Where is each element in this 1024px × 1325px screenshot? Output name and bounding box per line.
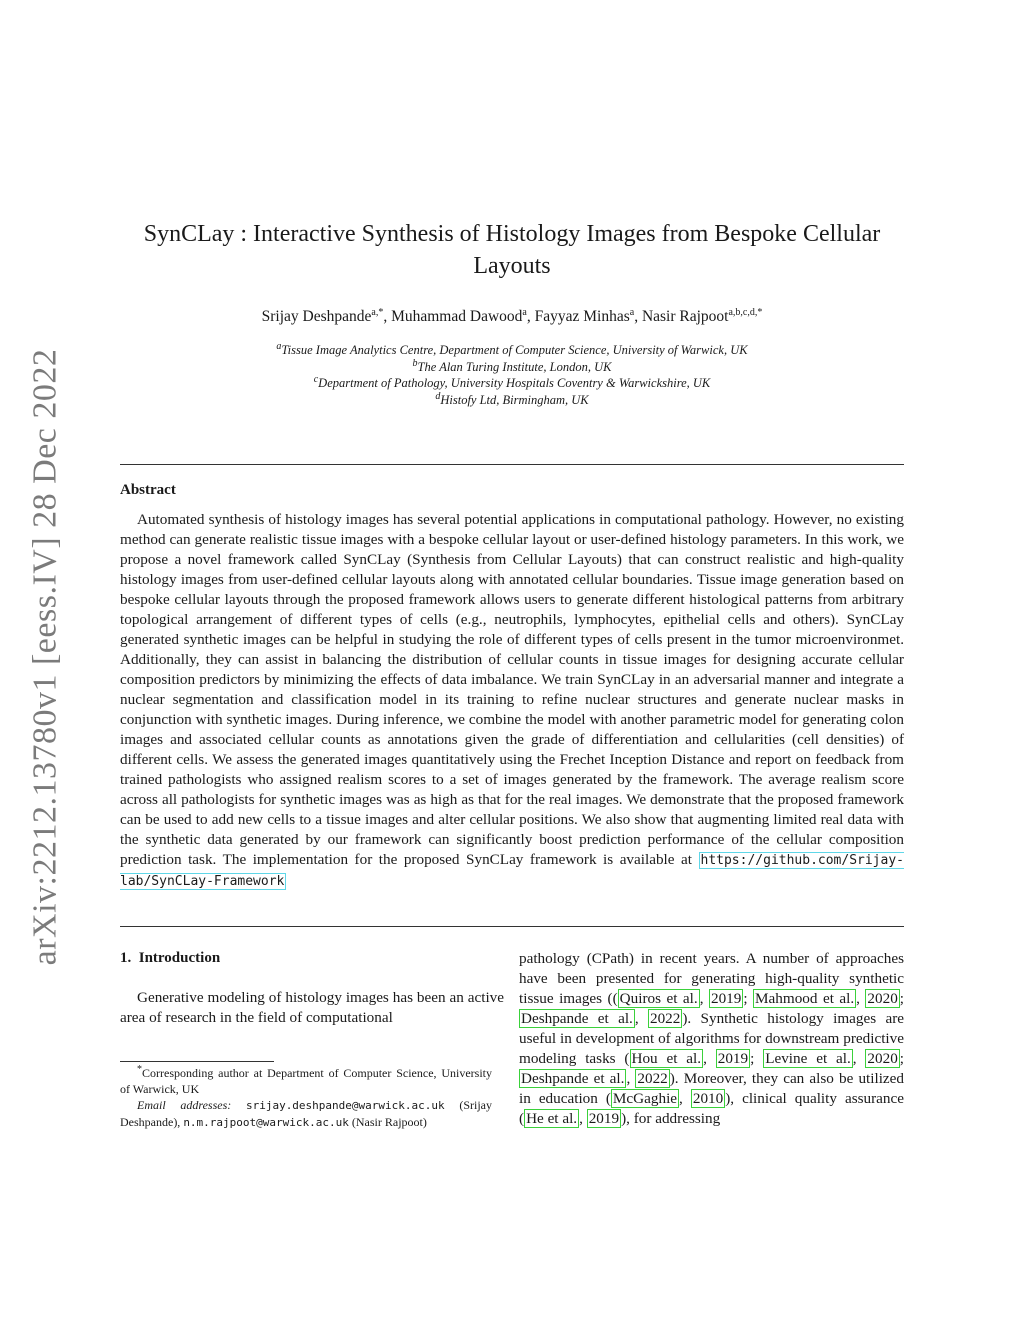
citation-year-link[interactable]: 2020 bbox=[867, 1050, 898, 1067]
footnote-emails: Email addresses: srijay.deshpande@warwick.ac.uk (Srijay Deshpande), n.m.rajpoot@warwick.ac.uk (Nasir Rajpoot) bbox=[120, 1098, 493, 1129]
footnote-corresponding: *Corresponding author at Department of Computer Science, University of Warwick, UK bbox=[120, 1064, 492, 1096]
abstract-heading: Abstract bbox=[120, 482, 176, 498]
citation-link[interactable]: Quiros et al. bbox=[619, 990, 698, 1007]
citation-year-link[interactable]: 2019 bbox=[717, 1050, 749, 1067]
citation-link[interactable]: Levine et al. bbox=[765, 1050, 851, 1067]
footnote-rule bbox=[120, 1061, 274, 1062]
email-address[interactable]: srijay.deshpande@warwick.ac.uk bbox=[245, 1099, 445, 1112]
author-affil-mark: a bbox=[522, 306, 527, 318]
affiliation: $^d$Histofy Ltd, Birmingham, UK bbox=[435, 390, 589, 407]
section-title: Introduction bbox=[138, 950, 221, 966]
section-heading bbox=[120, 950, 504, 967]
intro-paragraph-right: pathology (CPath) in recent years. A number of approaches have been presented for generating high-quality synthetic tissue images (( Quiros et al. , 2019 ; Mahmood et al. , 2020 ; Deshpande et al. , 2022 ). Synthetic histology images are useful in development of algorithms for downstream predictive modeling tasks ( Hou et al. , 2019 ; Levine et al. , 2020 ; Deshpande et al. , 2022 ). Moreover, they can also be utilized in education ( McGaghie , 2010 ), clinical quality assurance ( He et al. , 2019 ), for addressing bbox=[519, 950, 905, 1127]
citation-link[interactable]: Deshpande et al. bbox=[521, 1070, 625, 1087]
author-name: Fayyaz Minhas bbox=[534, 308, 630, 325]
author-name: Muhammad Dawood bbox=[391, 308, 523, 325]
citation-year-link[interactable]: 2020 bbox=[867, 990, 898, 1007]
footnote bbox=[120, 1065, 492, 1131]
author-affil-mark: a bbox=[629, 306, 635, 318]
citation-link[interactable]: Deshpande et al. bbox=[521, 1010, 633, 1027]
affiliation: $^b$The Alan Turing Institute, London, UK bbox=[412, 357, 612, 374]
abstract-body: Automated synthesis of histology images has several potential applications in computational pathology. However, no existing method can generate realistic tissue images with a bespoke cellular layout or user-defined histology parameters. In this work, we propose a novel framework called SynCLay (Synthesis from Cellular Layouts) that can construct realistic and high-quality histology images from user-defined cellular layouts along with annotated cellular boundaries. Tissue image generation based on bespoke cellular layouts through the proposed framework allows users to generate different histological patterns from arbitrary topological arrangement of different types of cells (e.g., neutrophils, lymphocytes, epithelial cells and others). SynCLay generated synthetic images can be helpful in studying the role of different types of cells present in the tumor microenvironmet. Additionally, they can assist in balancing the distribution of cellular counts in tissue images for designing accurate cellular composition predictors by minimizing the effects of data imbalance. We train SynCLay in an adversarial manner and integrate a nuclear segmentation and classification model in its training to refine nuclear structures and generate nuclear masks in conjunction with synthetic images. During inference, we combine the model with another parametric model for generating colon images and associated cellular counts as annotations given the grade of differentiation and cellularities (cell densities) of different cells. We assess the generated images quantitatively using the Frechet Inception Distance and report on feedback from trained pathologists who assigned realism scores to a set of images generated by the framework. The average realism score across all pathologists for synthetic images was as high as that for the real images. We demonstrate that the proposed framework can be used to add new cells to a tissue images and alter cellular positions. We also show that augmenting limited real data with the synthetic data generated by our framework can significantly boost prediction performance of the cellular composition prediction task. The implementation for the proposed SynCLay framework is available at https://github.com/Srijay-lab/SynCLay-Framework bbox=[120, 511, 904, 889]
author-name: Nasir Rajpoot bbox=[641, 308, 729, 325]
abstract-top-rule bbox=[120, 464, 904, 465]
citation-link[interactable]: McGaghie bbox=[612, 1090, 678, 1107]
arxiv-identifier: arXiv:2212.13780v1 [eess.IV] 28 Dec 2022 bbox=[26, 348, 64, 966]
citation-link[interactable]: Mahmood et al. bbox=[755, 990, 855, 1007]
email-address[interactable]: n.m.rajpoot@warwick.ac.uk bbox=[183, 1116, 349, 1129]
citation-link[interactable]: Hou et al. bbox=[631, 1050, 702, 1067]
paper-title: SynCLay : Interactive Synthesis of Histology Images from Bespoke Cellular Layouts bbox=[143, 221, 881, 279]
intro-paragraph-left: Generative modeling of histology images has been an active area of research in the field of computational bbox=[120, 989, 504, 1026]
author-affil-mark: a,b,c,d,* bbox=[728, 306, 763, 318]
footnote-mark: * bbox=[137, 1064, 142, 1075]
abstract-bottom-rule bbox=[120, 926, 904, 927]
citation-year-link[interactable]: 2019 bbox=[710, 990, 742, 1007]
arxiv-side-stamp bbox=[25, 348, 65, 966]
affiliation-list bbox=[120, 342, 904, 408]
affiliation: $^c$Department of Pathology, University Hospitals Coventry & Warwickshire, UK bbox=[313, 373, 711, 390]
section-number: 1. bbox=[120, 950, 132, 966]
affiliation: $^a$Tissue Image Analytics Centre, Department of Computer Science, University of Warwick, UK bbox=[276, 340, 748, 357]
citation-year-link[interactable]: 2022 bbox=[637, 1070, 668, 1087]
citation-year-link[interactable]: 2010 bbox=[692, 1090, 724, 1107]
author-affil-mark: a,* bbox=[371, 306, 384, 318]
citation-year-link[interactable]: 2019 bbox=[588, 1110, 620, 1127]
author-list: Srijay Deshpande$^{a,*}$, Muhammad Dawood$^a$, Fayyaz Minhas$^a$, Nasir Rajpoot$^{a,b,c,d,*}$ bbox=[261, 306, 763, 325]
author-name: Srijay Deshpande bbox=[261, 308, 372, 325]
citation-year-link[interactable]: 2022 bbox=[649, 1010, 681, 1027]
citation-link[interactable]: He et al. bbox=[526, 1110, 578, 1127]
github-link[interactable]: https://github.com/Srijay-lab/SynCLay-Framework bbox=[120, 853, 904, 889]
